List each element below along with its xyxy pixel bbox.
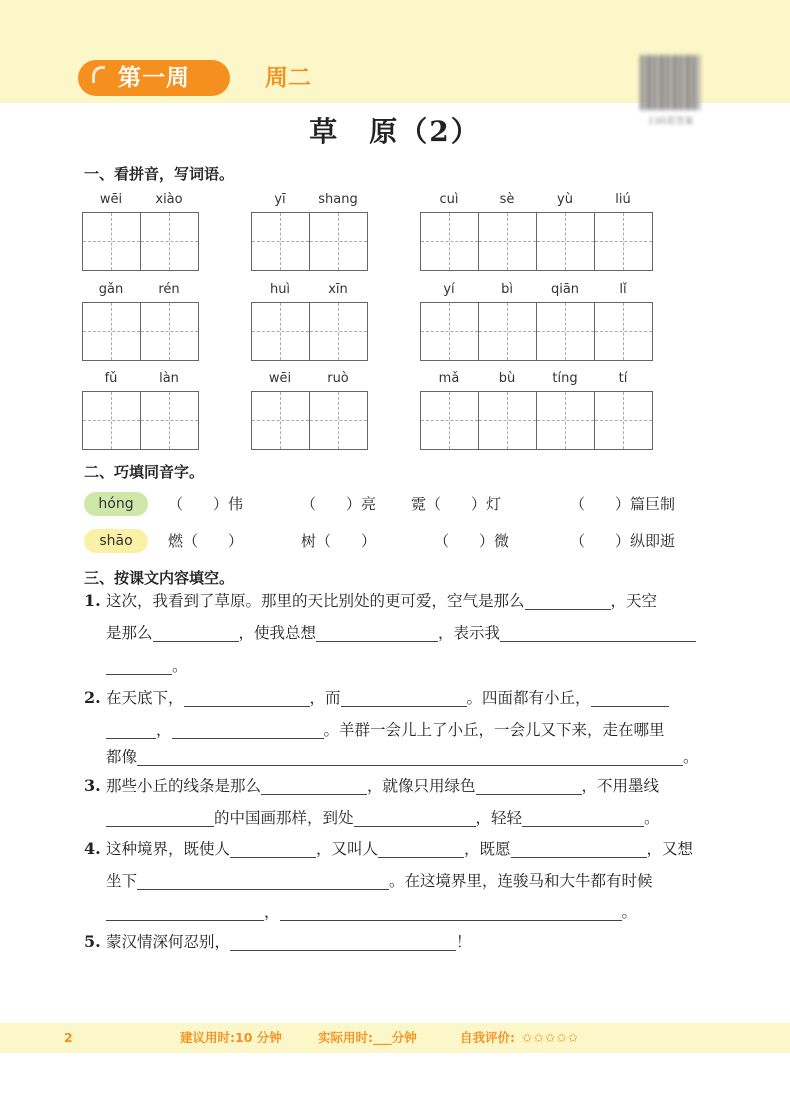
tianzige-cell[interactable] bbox=[140, 212, 199, 271]
pinyin-label: bù bbox=[498, 371, 516, 386]
homophone-blank[interactable]: 树（ ） bbox=[301, 532, 377, 550]
word-writing-group bbox=[82, 282, 198, 362]
word-writing-group bbox=[82, 371, 198, 451]
question-number: 4. bbox=[84, 839, 101, 858]
question-text: 的中国画那样，到处 bbox=[214, 809, 354, 827]
pinyin-label: wēi bbox=[99, 192, 123, 207]
question-2-line3 bbox=[106, 745, 711, 777]
pinyin-pill-hong: hóng bbox=[84, 492, 148, 516]
homophone-blank[interactable]: 霓（ ）灯 bbox=[411, 495, 502, 513]
pinyin-label: xiào bbox=[155, 192, 183, 207]
word-writing-group bbox=[420, 371, 652, 451]
tianzige-cell[interactable] bbox=[420, 302, 479, 361]
question-text: ！ bbox=[456, 933, 472, 951]
tianzige-cell[interactable] bbox=[82, 391, 141, 450]
question-text: 都像 bbox=[106, 748, 138, 766]
answer-blank[interactable] bbox=[230, 930, 456, 951]
question-3 bbox=[84, 774, 709, 806]
question-text: ，而 bbox=[309, 689, 341, 707]
question-text: ，又想 bbox=[646, 840, 694, 858]
pinyin-label: yī bbox=[274, 192, 286, 207]
answer-blank[interactable] bbox=[476, 774, 582, 795]
question-5 bbox=[84, 930, 709, 962]
question-4-line3 bbox=[106, 900, 711, 932]
rating-stars-icon[interactable]: ✩✩✩✩✩ bbox=[522, 1030, 580, 1045]
pinyin-label: xīn bbox=[328, 282, 348, 297]
answer-blank[interactable] bbox=[261, 774, 367, 795]
homophone-row-shao bbox=[84, 529, 704, 553]
pinyin-label: bì bbox=[501, 282, 513, 297]
answer-blank[interactable] bbox=[184, 686, 310, 707]
question-2 bbox=[84, 686, 709, 718]
pinyin-label: gǎn bbox=[98, 282, 124, 297]
answer-blank[interactable] bbox=[153, 621, 239, 642]
page-number: 2 bbox=[64, 1030, 73, 1045]
word-writing-group bbox=[82, 192, 198, 272]
tianzige-cell[interactable] bbox=[420, 212, 479, 271]
pinyin-label: tí bbox=[618, 371, 628, 386]
qr-code-image[interactable] bbox=[640, 55, 700, 110]
question-text: 。 bbox=[683, 748, 699, 766]
question-text: 。 bbox=[172, 657, 188, 675]
tianzige-cell[interactable] bbox=[251, 212, 310, 271]
pinyin-label: huì bbox=[269, 282, 291, 297]
tianzige-cell[interactable] bbox=[478, 391, 537, 450]
tianzige-cell[interactable] bbox=[478, 302, 537, 361]
question-text: ，轻轻 bbox=[475, 809, 523, 827]
pinyin-label: cuì bbox=[439, 192, 459, 207]
question-number: 3. bbox=[84, 776, 101, 795]
question-1-line2 bbox=[106, 621, 711, 653]
question-text: 。羊群一会儿上了小丘，一会儿又下来，走在哪里 bbox=[323, 721, 665, 739]
question-text: ，天空 bbox=[610, 592, 658, 610]
answer-blank[interactable] bbox=[106, 900, 264, 921]
answer-blank[interactable] bbox=[525, 589, 611, 610]
answer-blank[interactable] bbox=[511, 837, 647, 858]
actual-time: 实际用时:___分钟 bbox=[318, 1030, 417, 1045]
question-text: 这次，我看到了草原。那里的天比别处的更可爱，空气是那么 bbox=[106, 592, 525, 610]
question-text: 坐下 bbox=[106, 872, 138, 890]
answer-blank[interactable] bbox=[172, 718, 324, 739]
question-1 bbox=[84, 589, 709, 621]
question-text: ，表示我 bbox=[438, 624, 501, 642]
answer-blank[interactable] bbox=[280, 900, 622, 921]
question-1-line3 bbox=[106, 654, 711, 686]
question-number: 2. bbox=[84, 688, 101, 707]
question-4-line2 bbox=[106, 869, 711, 901]
question-text: 是那么 bbox=[106, 624, 153, 642]
pinyin-pill-shao: shāo bbox=[84, 529, 148, 553]
week-badge bbox=[78, 60, 230, 96]
tianzige-cell[interactable] bbox=[594, 212, 653, 271]
tianzige-cell[interactable] bbox=[82, 302, 141, 361]
question-text: ，不用墨线 bbox=[581, 777, 660, 795]
answer-blank[interactable] bbox=[316, 621, 438, 642]
day-label: 周二 bbox=[265, 65, 311, 91]
tianzige-cell[interactable] bbox=[309, 212, 368, 271]
pinyin-label: yù bbox=[557, 192, 573, 207]
answer-blank[interactable] bbox=[230, 837, 316, 858]
footer-band bbox=[0, 1023, 790, 1053]
answer-blank[interactable] bbox=[591, 686, 669, 707]
pinyin-label: wēi bbox=[268, 371, 292, 386]
pinyin-label: fǔ bbox=[104, 371, 118, 386]
pinyin-label: shang bbox=[318, 192, 358, 207]
pinyin-label: qiān bbox=[550, 282, 580, 297]
homophone-blank[interactable]: （ ）纵即逝 bbox=[570, 532, 676, 550]
question-text: 。 bbox=[644, 809, 660, 827]
pinyin-label: tíng bbox=[552, 371, 578, 386]
answer-blank[interactable] bbox=[106, 806, 214, 827]
answer-blank[interactable] bbox=[106, 654, 172, 675]
question-4 bbox=[84, 837, 709, 869]
pinyin-label: liú bbox=[615, 192, 631, 207]
homophone-blank[interactable]: （ ）亮 bbox=[301, 495, 377, 513]
tianzige-cell[interactable] bbox=[309, 391, 368, 450]
question-text: ，既愿 bbox=[464, 840, 511, 858]
homophone-blank[interactable]: （ ）篇巨制 bbox=[570, 495, 676, 513]
question-text: 这种境界，既使人 bbox=[106, 840, 231, 858]
question-text: ，使我总想 bbox=[238, 624, 317, 642]
answer-blank[interactable] bbox=[137, 745, 683, 766]
tianzige-cell[interactable] bbox=[309, 302, 368, 361]
tianzige-cell[interactable] bbox=[594, 302, 653, 361]
pinyin-label: sè bbox=[499, 192, 515, 207]
tianzige-cell[interactable] bbox=[140, 302, 199, 361]
badge-gloss-decoration bbox=[92, 66, 105, 83]
question-text: ，就像只用绿色 bbox=[367, 777, 476, 795]
word-writing-group bbox=[251, 192, 367, 272]
qr-caption: 扫码看答案 bbox=[648, 117, 694, 127]
week-label: 第一周 bbox=[118, 65, 190, 91]
question-text: 。在这境界里，连骏马和大牛都有时候 bbox=[389, 872, 653, 890]
question-text: 。四面都有小丘， bbox=[466, 689, 591, 707]
tianzige-cell[interactable] bbox=[140, 391, 199, 450]
page-title: 草 原（2） bbox=[309, 115, 481, 148]
tianzige-cell[interactable] bbox=[478, 212, 537, 271]
tianzige-cell[interactable] bbox=[594, 391, 653, 450]
question-3-line2 bbox=[106, 806, 711, 838]
question-number: 1. bbox=[84, 591, 101, 610]
section1-title: 一、看拼音，写词语。 bbox=[84, 165, 235, 183]
question-text: 在天底下， bbox=[106, 689, 184, 707]
pinyin-label: mǎ bbox=[438, 371, 460, 386]
tianzige-cell[interactable] bbox=[82, 212, 141, 271]
pinyin-label: yí bbox=[443, 282, 455, 297]
tianzige-cell[interactable] bbox=[251, 302, 310, 361]
answer-blank[interactable] bbox=[354, 806, 476, 827]
answer-blank[interactable] bbox=[106, 718, 156, 739]
suggested-time: 建议用时:10 分钟 bbox=[180, 1030, 282, 1045]
tianzige-cell[interactable] bbox=[420, 391, 479, 450]
section2-title: 二、巧填同音字。 bbox=[84, 463, 205, 481]
answer-blank[interactable] bbox=[137, 869, 389, 890]
pinyin-label: lǐ bbox=[619, 282, 627, 297]
tianzige-cell[interactable] bbox=[536, 391, 595, 450]
homophone-row-hong bbox=[84, 492, 704, 516]
section3-title: 三、按课文内容填空。 bbox=[84, 569, 235, 587]
question-text: ， bbox=[264, 903, 280, 921]
self-evaluation-label: 自我评价: bbox=[460, 1030, 515, 1045]
question-text: ，又叫人 bbox=[316, 840, 379, 858]
answer-blank[interactable] bbox=[341, 686, 467, 707]
question-text: 。 bbox=[621, 903, 638, 921]
homophone-blank[interactable]: （ ）伟 bbox=[168, 495, 244, 513]
question-text: ， bbox=[156, 721, 172, 739]
pinyin-label: rén bbox=[158, 282, 180, 297]
word-writing-group bbox=[420, 282, 652, 362]
tianzige-cell[interactable] bbox=[536, 302, 595, 361]
word-writing-group bbox=[251, 371, 367, 451]
homophone-blank[interactable]: （ ）微 bbox=[434, 532, 510, 550]
word-writing-group bbox=[420, 192, 652, 272]
pinyin-label: làn bbox=[159, 371, 179, 386]
question-text: 蒙汉情深何忍别， bbox=[106, 933, 231, 951]
pinyin-label: ruò bbox=[327, 371, 349, 386]
homophone-blank[interactable]: 燃（ ） bbox=[168, 532, 244, 550]
tianzige-cell[interactable] bbox=[536, 212, 595, 271]
word-writing-group bbox=[251, 282, 367, 362]
question-text: 那些小丘的线条是那么 bbox=[106, 777, 262, 795]
answer-blank[interactable] bbox=[500, 621, 696, 642]
answer-blank[interactable] bbox=[378, 837, 464, 858]
question-number: 5. bbox=[84, 932, 101, 951]
answer-blank[interactable] bbox=[522, 806, 644, 827]
tianzige-cell[interactable] bbox=[251, 391, 310, 450]
